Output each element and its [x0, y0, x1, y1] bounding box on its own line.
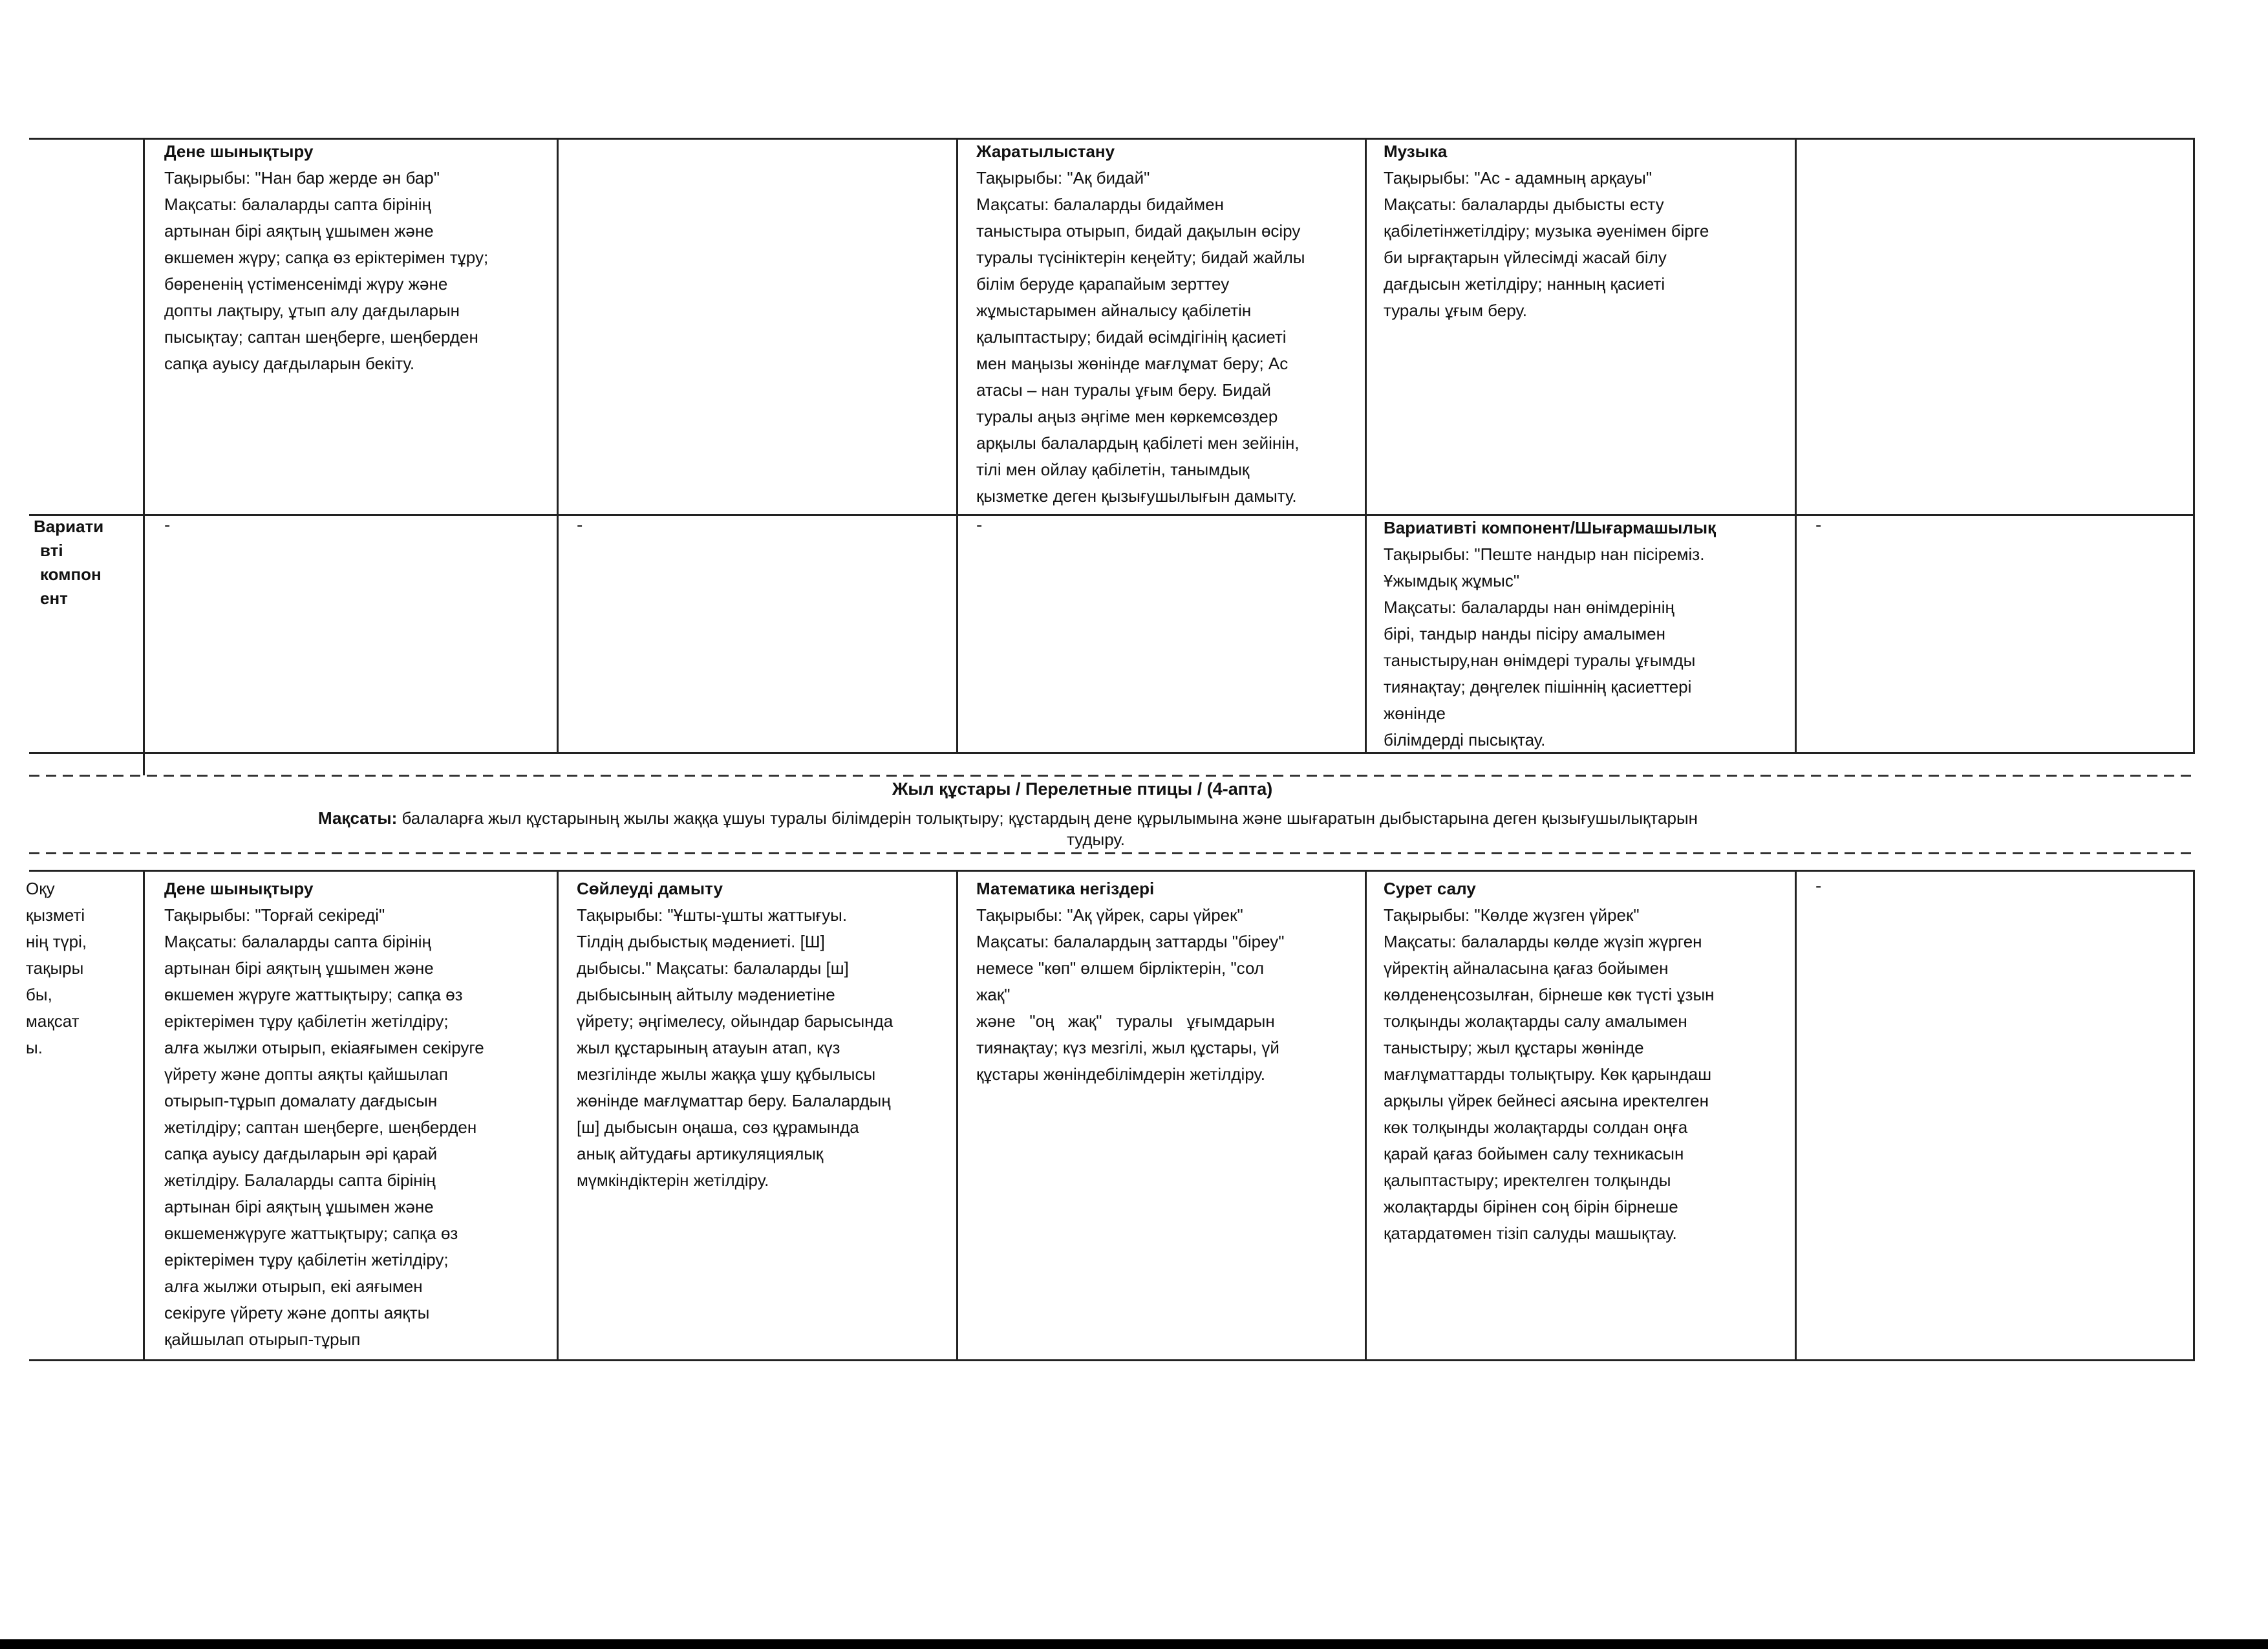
cell-line: Тақырыбы: "Ақ бидай": [976, 168, 1150, 188]
cell-line: немесе "көп" өлшем бірліктерін, "сол: [976, 958, 1265, 978]
cell-line: қарай қағаз бойымен салу техникасын: [1384, 1144, 1684, 1163]
row-header-line: вті: [40, 541, 63, 560]
cell-line: жұмыстарымен айналысу қабілетін: [976, 301, 1252, 320]
table-column-divider: [1365, 870, 1367, 1359]
table-row-divider: [29, 870, 2195, 872]
row-header-line: Оқу: [26, 879, 55, 898]
cell-line: қайшылап отырып-тұрып: [164, 1330, 361, 1349]
cell-line: допты лақтыру, ұтып алу дағдыларын: [164, 301, 460, 320]
row-header-activity-type: [26, 876, 87, 1061]
table-column-divider: [557, 870, 559, 1359]
cell-line: Мақсаты: балаларды бидаймен: [976, 195, 1224, 214]
table-column-divider: [1795, 870, 1797, 1359]
cell-line: толқынды жолақтарды салу амалымен: [1384, 1011, 1687, 1031]
cell-line: Тақырыбы: "Көлде жүзген үйрек": [1384, 905, 1640, 925]
cell-line: Мақсаты: балалардың заттарды "біреу": [976, 932, 1285, 951]
cell-line: дыбысының айтылу мәдениетіне: [577, 985, 835, 1004]
cell-title: Жаратылыстану: [976, 142, 1115, 161]
cell-line: тілі мен ойлау қабілетін, танымдық: [976, 460, 1250, 479]
table-column-divider: [557, 138, 559, 753]
cell-line: арқылы балалардың қабілеті мен зейінін,: [976, 433, 1300, 453]
cell-line: Мақсаты: балаларды дыбысты есту: [1384, 195, 1664, 214]
scan-bottom-edge: [0, 1639, 2268, 1649]
cell-line: сапқа ауысу дағдыларын бекіту.: [164, 354, 415, 373]
cell-line: артынан бірі аяқтың ұшымен және: [164, 221, 434, 241]
row-header-line: ент: [40, 588, 68, 608]
row-header-line: тақыры: [26, 958, 84, 978]
table-right-border: [2193, 870, 2195, 1359]
table-column-divider: [1365, 138, 1367, 753]
cell-line: [ш] дыбысын оңаша, сөз құрамында: [577, 1117, 859, 1137]
cell-line: Мақсаты: балаларды сапта бірінің: [164, 932, 431, 951]
cell-line: Тақырыбы: "Ас - адамның арқауы": [1384, 168, 1653, 188]
cell-line: Мақсаты: балаларды сапта бірінің: [164, 195, 431, 214]
table-column-divider: [143, 870, 145, 1359]
table-column-divider: [956, 138, 958, 753]
cell-line: Тақырыбы: "Ақ үйрек, сары үйрек": [976, 905, 1243, 925]
cell-line: туралы түсініктерін кеңейту; бидай жайлы: [976, 248, 1305, 267]
cell-line: мүмкіндіктерін жетілдіру.: [577, 1170, 769, 1190]
empty-cell-dash: -: [1815, 876, 1822, 896]
empty-cell-dash: -: [577, 515, 583, 535]
cell-line: арқылы үйрек бейнесі аясына иректелген: [1384, 1091, 1709, 1110]
cell-line: таныстыру,нан өнімдері туралы ұғымды: [1384, 651, 1696, 670]
cell-title: Дене шынықтыру: [164, 879, 314, 898]
cell-line: бөрененің үстіменсенімді жүру және: [164, 274, 448, 294]
empty-cell-dash: -: [164, 515, 171, 535]
cell-line: Тақырыбы: "Торғай секіреді": [164, 905, 385, 925]
table-column-divider: [956, 870, 958, 1359]
week-goal-label: Мақсаты:: [318, 808, 398, 828]
cell-line: бірі, тандыр нанды пісіру амалымен: [1384, 624, 1665, 643]
cell-title: Сурет салу: [1384, 879, 1476, 898]
cell-line: мен маңызы жөнінде мағлұмат беру; Ас: [976, 354, 1289, 373]
table-row-divider-faded: [29, 775, 2195, 777]
cell-title: Музыка: [1384, 142, 1448, 161]
cell-physical-education-sparrow: [164, 876, 552, 1353]
cell-line: Мақсаты: балаларды нан өнімдерінің: [1384, 598, 1674, 617]
cell-math-basics: [976, 876, 1361, 1088]
cell-line: мағлұматтарды толықтыру. Көк қарындаш: [1384, 1064, 1712, 1084]
week-goal-continuation: тудыру.: [1067, 830, 1125, 849]
cell-line: өкшеменжүруге жаттықтыру; сапқа өз: [164, 1223, 458, 1243]
row-header-line: Вариати: [34, 517, 104, 536]
cell-line: Мақсаты: балаларды көлде жүзіп жүрген: [1384, 932, 1702, 951]
cell-line: пысықтау; саптан шеңберге, шеңберден: [164, 327, 478, 347]
cell-title: Сөйлеуді дамыту: [577, 879, 723, 898]
cell-line: туралы аңыз әңгіме мен көркемсөздер: [976, 407, 1278, 426]
cell-line: туралы ұғым беру.: [1384, 301, 1528, 320]
cell-line: қалыптастыру; иректелген толқынды: [1384, 1170, 1671, 1190]
cell-physical-education-bread: [164, 138, 552, 377]
cell-line: білім беруде қарапайым зерттеу: [976, 274, 1230, 294]
row-header-line: компон: [40, 565, 102, 584]
cell-speech-development: [577, 876, 952, 1194]
cell-line: мезгілінде жылы жаққа ұшу құбылысы: [577, 1064, 876, 1084]
cell-line: қабілетінжетілдіру; музыка әуенімен бірге: [1384, 221, 1709, 241]
cell-music: [1384, 138, 1791, 324]
table-bottom-border: [29, 1359, 2195, 1361]
cell-line: жетілдіру; саптан шеңберге, шеңберден: [164, 1117, 477, 1137]
cell-line: жақ": [976, 985, 1011, 1004]
cell-line: Ұжымдық жұмыс": [1384, 571, 1520, 590]
section-divider-faded: [29, 852, 2195, 854]
cell-line: еріктерімен тұру қабілетін жетілдіру;: [164, 1011, 449, 1031]
cell-line: жөнінде: [1384, 704, 1446, 723]
row-header-line: мақсат: [26, 1011, 80, 1031]
cell-natural-science-wheat: [976, 138, 1361, 510]
row-header-variative-component: [34, 515, 103, 610]
cell-variative-creative: [1384, 515, 1791, 753]
row-header-line: қызметі: [26, 905, 85, 925]
cell-line: жыл құстарының атауын атап, күз: [577, 1038, 840, 1057]
cell-line: тиянақтау; күз мезгілі, жыл құстары, үй: [976, 1038, 1279, 1057]
cell-drawing: [1384, 876, 1791, 1247]
cell-line: дыбысы." Мақсаты: балаларды [ш]: [577, 958, 849, 978]
cell-line: тиянақтау; дөңгелек пішіннің қасиеттері: [1384, 677, 1692, 696]
cell-title: Математика негіздері: [976, 879, 1155, 898]
empty-cell-dash: -: [1815, 515, 1822, 535]
cell-line: үйрету; әңгімелесу, ойындар барысында: [577, 1011, 893, 1031]
week-title: Жыл құстары / Перелетные птицы / (4-апта): [892, 779, 1273, 799]
cell-line: көк толқынды жолақтарды солдан оңға: [1384, 1117, 1688, 1137]
row-header-line: нің түрі,: [26, 932, 87, 951]
cell-line: көлденеңсозылған, бірнеше көк түсті ұзын: [1384, 985, 1715, 1004]
cell-line: таныстыру; жыл құстары жөнінде: [1384, 1038, 1644, 1057]
cell-line: артынан бірі аяқтың ұшымен және: [164, 958, 434, 978]
cell-line: жөнінде мағлұматтар беру. Балалардың: [577, 1091, 891, 1110]
cell-line: өкшемен жүру; сапқа өз еріктерімен тұру;: [164, 248, 489, 267]
cell-line: анық айтудағы артикуляциялық: [577, 1144, 824, 1163]
cell-line: отырып-тұрып домалату дағдысын: [164, 1091, 438, 1110]
cell-line: үйректің айналасына қағаз бойымен: [1384, 958, 1669, 978]
cell-line: атасы – нан туралы ұғым беру. Бидай: [976, 380, 1271, 400]
cell-line: қалыптастыру; бидай өсімдігінің қасиеті: [976, 327, 1287, 347]
cell-line: қатардатөмен тізіп салуды машықтау.: [1384, 1223, 1677, 1243]
cell-line: Тақырыбы: "Нан бар жерде ән бар": [164, 168, 440, 188]
cell-line: өкшемен жүруге жаттықтыру; сапқа өз: [164, 985, 463, 1004]
cell-line: сапқа ауысу дағдыларын әрі қарай: [164, 1144, 438, 1163]
table-right-border: [2193, 138, 2195, 753]
cell-line: және "оң жақ" туралы ұғымдарын: [976, 1011, 1275, 1031]
cell-line: құстары жөніндебілімдерін жетілдіру.: [976, 1064, 1266, 1084]
cell-line: алға жылжи отырып, екіаяғымен секіруге: [164, 1038, 484, 1057]
cell-line: Тақырыбы: "Ұшты-ұшты жаттығуы.: [577, 905, 848, 925]
cell-line: Тақырыбы: "Пеште нандыр нан пісіреміз.: [1384, 544, 1705, 564]
cell-line: дағдысын жетілдіру; нанның қасиеті: [1384, 274, 1665, 294]
week-goal-text: балаларға жыл құстарының жылы жаққа ұшуы туралы білімдерін толықтыру; құстардың дене құрылымына және шығаратын дыбыстарына деген қызығушылықтарын: [397, 808, 1698, 828]
table-row-divider: [29, 514, 2195, 516]
table-row-divider: [29, 752, 2195, 754]
cell-line: секіруге үйрету және допты аяқты: [164, 1303, 430, 1322]
cell-title: Вариативті компонент/Шығармашылық: [1384, 518, 1717, 537]
cell-line: би ырғақтарын үйлесімді жасай білу: [1384, 248, 1667, 267]
cell-line: алға жылжи отырып, екі аяғымен: [164, 1277, 423, 1296]
week-goal: [318, 808, 1698, 828]
cell-line: білімдерді пысықтау.: [1384, 730, 1546, 749]
row-header-line: бы,: [26, 985, 52, 1004]
empty-cell-dash: -: [976, 515, 983, 535]
cell-title: Дене шынықтыру: [164, 142, 314, 161]
table-column-divider: [143, 138, 145, 775]
cell-line: жетілдіру. Балаларды сапта бірінің: [164, 1170, 436, 1190]
cell-line: еріктерімен тұру қабілетін жетілдіру;: [164, 1250, 449, 1269]
cell-line: жолақтарды бірінен соң бірін бірнеше: [1384, 1197, 1678, 1216]
cell-line: артынан бірі аяқтың ұшымен және: [164, 1197, 434, 1216]
cell-line: Тілдің дыбыстық мәдениеті. [Ш]: [577, 932, 825, 951]
cell-line: қызметке деген қызығушылығын дамыту.: [976, 486, 1297, 506]
cell-line: үйрету және допты аяқты қайшылап: [164, 1064, 448, 1084]
cell-line: таныстыра отырып, бидай дақылын өсіру: [976, 221, 1301, 241]
table-column-divider: [1795, 138, 1797, 753]
row-header-line: ы.: [26, 1038, 43, 1057]
